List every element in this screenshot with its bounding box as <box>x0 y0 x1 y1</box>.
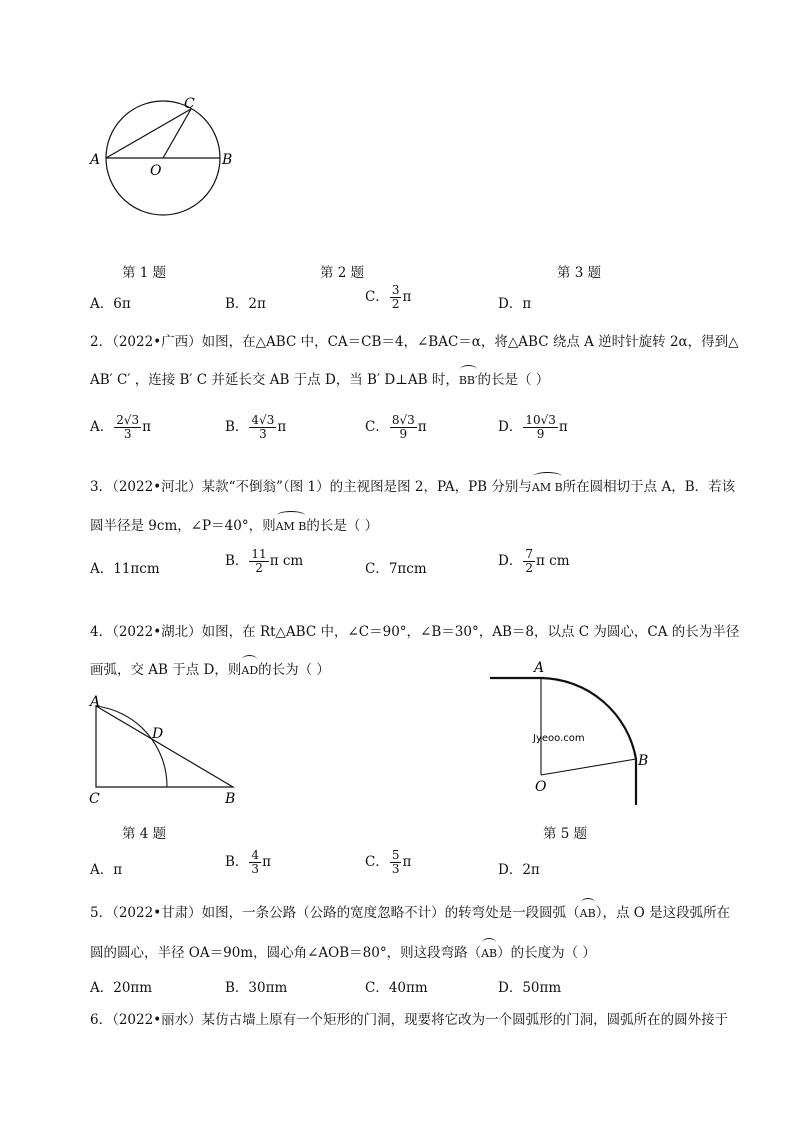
caption-figure-2: 第 2 题 <box>320 265 365 281</box>
q1-option-d: D．π <box>498 296 532 312</box>
q2-stem-line1: 2．（2022•广西）如图，在△ABC 中，CA＝CB＝4，∠BAC＝α，将△ABC 绕点 A 逆时针旋转 2α，得到△ <box>90 334 739 350</box>
q6-stem-line1: 6．（2022•丽水）某仿古墙上原有一个矩形的门洞，现要将它改为一个圆弧形的门洞，圆弧所在的圆外接于 <box>90 1012 729 1028</box>
q3-stem-line2: 圆半径是 9cm，∠P＝40°，则AM B的长是（ ） <box>90 511 378 537</box>
label-a: A <box>534 660 545 676</box>
triangle-abc <box>96 706 233 787</box>
label-c: C <box>89 791 100 807</box>
caption-figure-5: 第 5 题 <box>543 826 588 842</box>
caption-figure-4: 第 4 题 <box>122 826 167 842</box>
q5-stem-line2: 圆的圆心，半径 OA＝90m，圆心角∠AOB＝80°，则这段弯路（AB）的长度为（ ） <box>90 938 596 964</box>
q1-option-b: B．2π <box>225 296 266 312</box>
q1-option-a: A．6π <box>90 296 131 312</box>
label-a: A <box>90 152 101 168</box>
q5-option-b: B．30πm <box>225 980 288 996</box>
q4-option-a: A．π <box>90 862 123 878</box>
q2-stem-line2: AB′ C′ ，连接 B′ C 并延长交 AB 于点 D，当 B′ D⊥AB 时，BB′的长是（ ） <box>90 365 549 391</box>
caption-figure-3: 第 3 题 <box>557 265 602 281</box>
q3-option-a: A．11πcm <box>90 561 160 577</box>
caption-figure-1: 第 1 题 <box>122 265 167 281</box>
q4-option-b: B． $\frac{4}{3}$ π <box>225 848 271 876</box>
q2-option-c: C． $\frac{8√3}{9}$ π <box>365 413 427 441</box>
figure-1-circle-diagram <box>80 90 240 230</box>
q5-option-c: C．40πm <box>365 980 428 996</box>
q4-option-d: D．2π <box>498 862 540 878</box>
q4-stem-line2: 画弧，交 AB 于点 D，则AD的长为（ ） <box>90 655 330 681</box>
chord-ac <box>106 109 191 158</box>
label-b: B <box>222 152 233 168</box>
q5-option-d: D．50πm <box>498 980 562 996</box>
arc-ad <box>96 706 167 787</box>
figure-5-road-diagram <box>485 655 665 815</box>
q2-option-d: D． $\frac{10√3}{9}$ π <box>498 413 568 441</box>
radius-ob <box>541 759 636 775</box>
q5-option-a: A．20πm <box>90 980 153 996</box>
q2-option-b: B． $\frac{4√3}{3}$ π <box>225 413 287 441</box>
label-d: D <box>152 726 164 742</box>
label-b: B <box>225 791 236 807</box>
q3-stem-line1: 3．（2022•河北）某款“不倒翁”（图 1）的主视图是图 2，PA，PB 分别与AM B所在圆相切于点 A，B．若该 <box>90 472 735 498</box>
label-c: C <box>184 96 195 112</box>
q5-stem-line1: 5．（2022•甘肃）如图，一条公路（公路的宽度忽略不计）的转弯处是一段圆弧（AB），点 O 是这段弧所在 <box>90 898 730 924</box>
label-a: A <box>90 694 101 710</box>
q4-stem-line1: 4．（2022•湖北）如图，在 Rt△ABC 中，∠C＝90°，∠B＝30°，AB＝8，以点 C 为圆心，CA 的长为半径 <box>90 624 740 640</box>
q2-option-a: A． $\frac{2√3}{3}$ π <box>90 413 152 441</box>
watermark: Jyeoo.com <box>533 733 585 744</box>
q3-option-b: B． $\frac{11}{2}$ π cm <box>225 547 304 575</box>
label-o: O <box>535 779 547 795</box>
q1-option-c: C． $\frac{3}{2}$ π <box>365 283 412 311</box>
q3-option-d: D． $\frac{7}{2}$ π cm <box>498 547 570 575</box>
q3-option-c: C．7πcm <box>365 561 427 577</box>
label-b: B <box>638 753 649 769</box>
radius-oc <box>163 109 191 158</box>
label-o: O <box>150 163 162 179</box>
figure-4-triangle-diagram <box>85 692 250 812</box>
q4-option-c: C． $\frac{5}{3}$ π <box>365 848 412 876</box>
